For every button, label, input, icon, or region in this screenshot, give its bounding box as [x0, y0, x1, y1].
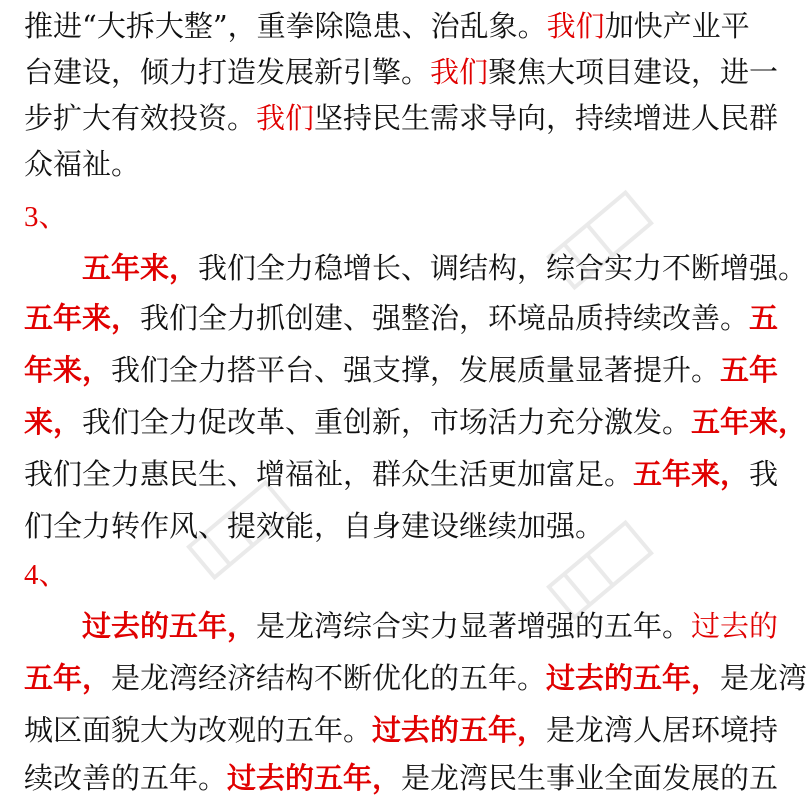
paragraph-line: [24, 92, 780, 144]
highlight-text: 来，: [24, 405, 83, 439]
highlight-text: 五年，: [24, 661, 112, 695]
section-number: [24, 548, 780, 600]
paragraph-line: [24, 448, 780, 500]
highlight-text: 我们: [546, 9, 605, 43]
text-run: 是龙湾人居环境持: [546, 713, 779, 747]
paragraph-line: [24, 46, 780, 98]
text-run: 是龙湾综合实力显著增强的五年。: [256, 609, 692, 643]
paragraph-line: [24, 344, 780, 396]
text-run: 我们全力搭平台、强支撑，发展质量显著提升。: [111, 353, 721, 387]
highlight-text: 年来，: [24, 353, 112, 387]
paragraph-line: [82, 600, 782, 652]
highlight-text: 我们: [430, 55, 489, 89]
text-run: 步扩大有效投资。: [24, 101, 257, 135]
text-run: 我们全力惠民生、增福祉，群众生活更加富足。: [24, 457, 634, 491]
text-run: 是龙湾: [720, 661, 807, 695]
text-run: 是龙湾民生事业全面发展的五: [401, 761, 779, 795]
highlight-text: 五年来，: [82, 251, 199, 285]
highlight-text: 五年来，: [633, 457, 750, 491]
text-run: 是龙湾经济结构不断优化的五年。: [111, 661, 547, 695]
text-run: 坚持民生需求导向，持续增进人民群: [314, 101, 779, 135]
section-number: [24, 190, 780, 242]
text-run: 聚焦大项目建设，进一: [488, 55, 779, 89]
text-run: 我们全力促改革、重创新，市场活力充分激发。: [82, 405, 692, 439]
text-run: 续改善的五年。: [24, 761, 228, 795]
text-run: 我们全力稳增长、调结构，综合实力不断增强。: [198, 251, 807, 285]
highlight-text: 过去的: [691, 609, 779, 643]
section-4-number: 4、: [24, 559, 68, 591]
text-run: 城区面貌大为改观的五年。: [24, 713, 373, 747]
section-3-number: 3、: [24, 201, 68, 233]
text-run: 推进“大拆大整”，重拳除隐患、治乱象。: [24, 9, 547, 43]
paragraph-line: [24, 292, 780, 344]
text-run: 加快产业平: [604, 9, 750, 43]
text-run: 们全力转作风、提效能，自身建设继续加强。: [24, 509, 605, 543]
paragraph-line: [24, 138, 780, 190]
paragraph-line: [24, 396, 807, 448]
highlight-text: 五年: [720, 353, 779, 387]
highlight-text: 过去的五年，: [227, 761, 402, 795]
text-run: 我们全力抓创建、强整治，环境品质持续改善。: [140, 301, 750, 335]
text-run: 众福祉。: [24, 147, 141, 181]
paragraph-line: [24, 500, 780, 552]
highlight-text: 过去的五年，: [546, 661, 721, 695]
highlight-text: 五: [749, 301, 779, 335]
highlight-text: 五年来，: [24, 301, 141, 335]
highlight-text: 过去的五年，: [372, 713, 547, 747]
paragraph-line: [24, 0, 780, 52]
highlight-text: 过去的五年，: [82, 609, 257, 643]
highlight-text: 五年来，: [691, 405, 807, 439]
text-run: 台建设，倾力打造发展新引擎。: [24, 55, 431, 89]
highlight-text: 我们: [256, 101, 315, 135]
paragraph-line: [82, 242, 807, 294]
paragraph-line: [24, 752, 780, 804]
paragraph-line: [24, 704, 780, 756]
paragraph-line: [24, 652, 807, 704]
text-run: 我: [749, 457, 779, 491]
